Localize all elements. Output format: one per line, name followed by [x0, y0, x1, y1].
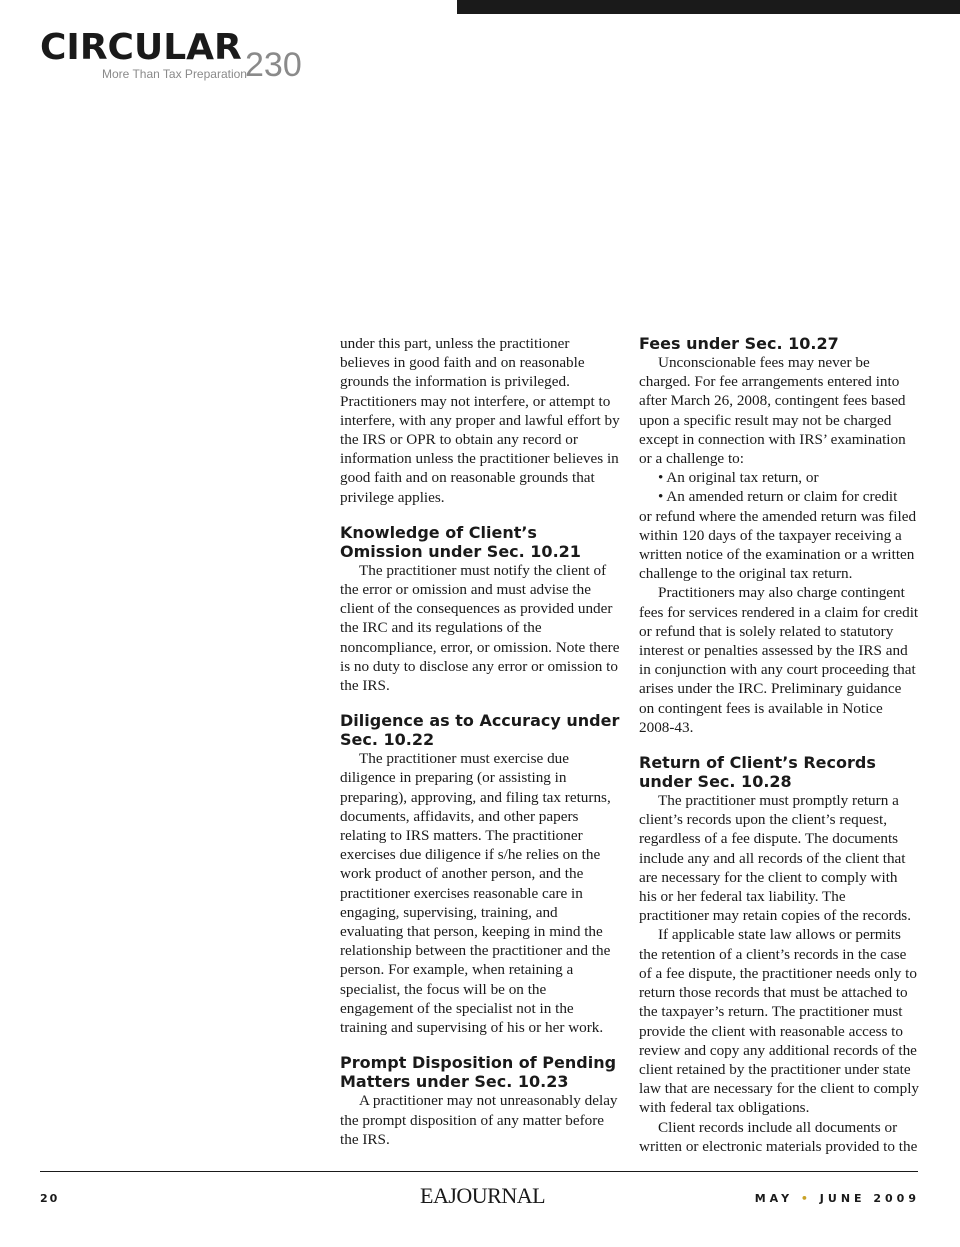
- paragraph: under this part, unless the practitioner believes in good faith and on reasonable grounds the information is privileged. Practitioners may not interfere, or attempt to interfere, with any proper and lawful effort by the IRS or OPR to obtain any record or information unless the practitioner believes in good faith and on reasonable grounds that privilege applies.: [340, 335, 620, 506]
- paragraph: The practitioner must promptly return a client’s records upon the client’s request, regardless of a fee dispute. The documents include any and all records of the client that are necessary for the client to comply with his or her federal tax liability. The practitioner may retain copies of the records.: [639, 792, 911, 925]
- paragraph: The practitioner must exercise due diligence in preparing (or assisting in preparing), approving, and filing tax returns, documents, affidavits, and other papers relating to IRS matters. The practitioner exercises due diligence if s/he relies on the work product of another person, and the practitioner exercises reasonable care in engaging, supervising, training, and evaluating that person, keeping in mind the relationship between the practitioner and the person. For example, when retaining a specialist, the focus will be on the engagement of the specialist not in the training and supervising of his or her work.: [340, 750, 611, 1037]
- bullet-continuation: or refund where the amended return was filed within 120 days of the taxpayer receiving a written notice of the examination or a written challenge to the original tax return.: [639, 507, 917, 583]
- paragraph: Client records include all documents or written or electronic materials provided to the: [639, 1118, 918, 1155]
- issue-month-year: JUNE 2009: [819, 1192, 920, 1205]
- masthead-title: CIRCULAR: [40, 27, 242, 68]
- paragraph: If applicable state law allows or permits the retention of a client’s records in the case of a fee dispute, the practitioner needs only to return those records that must be attached to the taxpayer’s return. The practitioner must provide the client with reasonable access to review and copy any additional records of the client retained by the practitioner under state law that are necessary for the client to comply with federal tax obligations.: [639, 926, 920, 1117]
- right-column: [639, 334, 919, 1156]
- section-heading: Return of Client’s Records under Sec. 10.28: [639, 753, 876, 792]
- masthead-tagline: More Than Tax Preparation: [102, 67, 247, 81]
- bullet-item: • An amended return or claim for credit: [658, 488, 898, 506]
- paragraph: A practitioner may not unreasonably delay the prompt disposition of any matter before the IRS.: [340, 1092, 618, 1148]
- page-number: 20: [40, 1192, 60, 1205]
- section-heading: Fees under Sec. 10.27: [639, 334, 839, 353]
- paragraph: Practitioners may also charge contingent fees for services rendered in a claim for credit or refund that is solely related to statutory interest or penalties assessed by the IRS and in conjunction with any court proceeding that arises under the IRC. Preliminary guidance on contingent fees is available in Notice 2008-43.: [639, 584, 919, 736]
- issue-date: [755, 1192, 920, 1205]
- paragraph: The practitioner must notify the client of the error or omission and must advise the client of the consequences as provided under the IRC and its regulations of the noncompliance, error, or omission. Note there is no duty to disclose any error or omission to the IRS.: [340, 561, 620, 695]
- masthead: [40, 27, 340, 90]
- masthead-number: 230: [245, 46, 302, 84]
- section-heading: Knowledge of Client’s Omission under Sec. 10.21: [340, 522, 581, 561]
- bullet-item: • An original tax return, or: [658, 469, 819, 487]
- footer-rule: [40, 1171, 918, 1172]
- left-column: [340, 334, 620, 1149]
- publication-logo: EAJOURNAL: [420, 1183, 546, 1208]
- issue-month: MAY: [754, 1192, 794, 1205]
- top-bar: [457, 0, 960, 14]
- section-heading: Diligence as to Accuracy under Sec. 10.22: [340, 711, 620, 750]
- section-heading: Prompt Disposition of Pending Matters under Sec. 10.23: [340, 1053, 617, 1092]
- date-separator: •: [800, 1192, 812, 1205]
- paragraph: Unconscionable fees may never be charged. For fee arrangements entered into after March 26, 2008, contingent fees based upon a specific result may not be charged except in connection with IRS’ examination or a challenge to:: [639, 354, 906, 468]
